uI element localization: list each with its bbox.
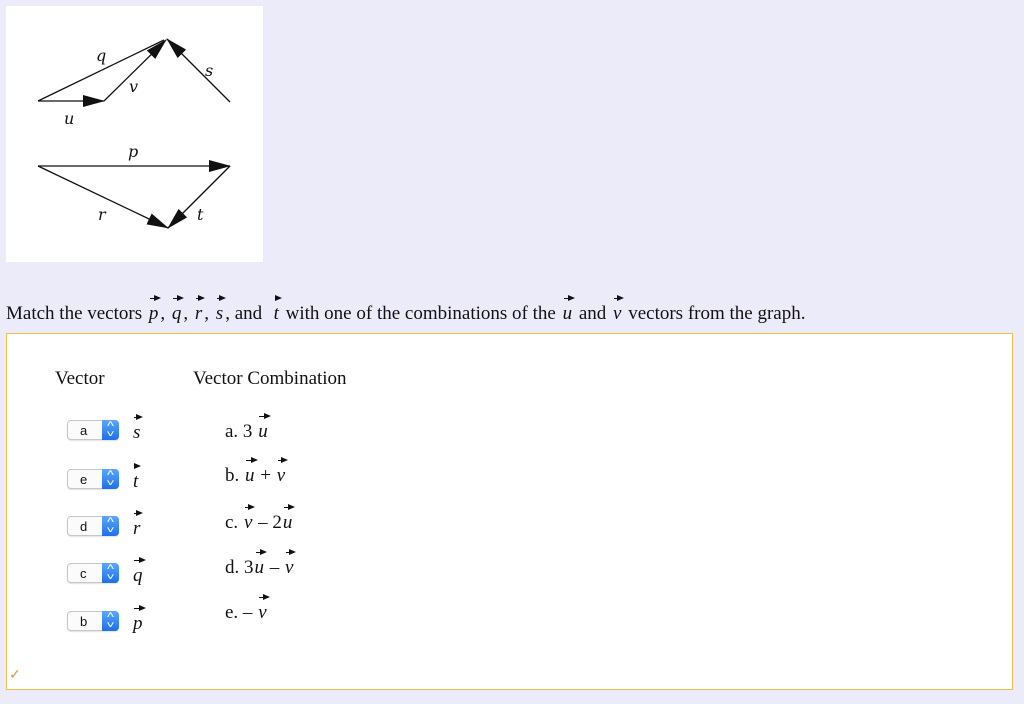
combination-prefix: a. 3: [225, 421, 253, 442]
vector-symbol-u: u: [563, 300, 573, 323]
select-value: e: [80, 472, 88, 487]
answer-select-p[interactable]: [67, 611, 119, 631]
question-middle: with one of the combinations of the: [285, 303, 556, 324]
combination-operator: – 2: [258, 512, 282, 533]
combination-vector: u: [258, 418, 268, 441]
select-chevron-icon: ˄ ˅: [102, 469, 119, 489]
select-value: b: [80, 614, 88, 629]
combination-vector: v: [258, 599, 266, 622]
combination-vector: u: [245, 462, 255, 485]
combination-prefix: d. 3: [225, 557, 254, 578]
vector-symbol-t: t: [274, 300, 279, 323]
label-t: t: [197, 205, 204, 224]
label-r: r: [98, 205, 106, 224]
select-chevron-icon: ˄ ˅: [102, 563, 119, 583]
label-p: p: [128, 142, 139, 161]
combination-vector: v: [277, 462, 285, 485]
header-vector: Vector: [55, 368, 105, 389]
label-v: v: [129, 77, 139, 96]
row-vector: p: [133, 610, 143, 633]
row-vector: r: [133, 515, 140, 538]
combination-prefix: e. –: [225, 602, 253, 623]
question-suffix: vectors from the graph.: [628, 303, 806, 324]
select-chevron-icon: ˄ ˅: [102, 420, 119, 440]
select-chevron-icon: ˄ ˅: [102, 611, 119, 631]
label-u: u: [64, 109, 75, 128]
label-s: s: [205, 61, 214, 80]
match-row: [67, 562, 143, 584]
header-vector-combination: Vector Combination: [193, 368, 347, 389]
question-prefix: Match the vectors: [6, 303, 143, 324]
vector-symbol-r: r: [195, 300, 202, 323]
question-and: , and: [225, 303, 263, 324]
match-row: [67, 468, 138, 490]
combination-b: [225, 462, 286, 487]
question-text: Match the vectors p , q , r , s , and t with one of the combinations of the u and v vectors from the graph.: [6, 300, 1016, 327]
combination-a: [225, 418, 269, 443]
row-vector: t: [133, 468, 138, 491]
vector-graph: [6, 6, 263, 262]
select-value: a: [80, 423, 88, 438]
combination-d: [225, 554, 294, 579]
combination-vector: u: [255, 554, 265, 577]
combination-vector: u: [283, 509, 293, 532]
combination-prefix: b.: [225, 465, 240, 486]
answer-select-t[interactable]: [67, 469, 119, 489]
combination-e: [225, 599, 268, 624]
answer-select-s[interactable]: [67, 420, 119, 440]
answer-select-q[interactable]: [67, 563, 119, 583]
checkmark-icon: ✓: [9, 667, 21, 683]
combination-c: [225, 509, 293, 534]
combination-operator: –: [269, 557, 280, 578]
label-q: q: [96, 46, 107, 65]
answer-select-r[interactable]: [67, 516, 119, 536]
combination-vector: v: [244, 509, 252, 532]
answer-box: [6, 333, 1013, 690]
row-vector: s: [133, 419, 140, 442]
row-vector: q: [133, 562, 143, 585]
combination-prefix: c.: [225, 512, 239, 533]
select-value: c: [80, 566, 87, 581]
select-value: d: [80, 519, 88, 534]
vector-symbol-s: s: [216, 300, 223, 323]
vector-symbol-p: p: [149, 300, 159, 323]
combination-operator: +: [260, 465, 271, 486]
vector-symbol-q: q: [172, 300, 182, 323]
match-row: [67, 610, 143, 632]
select-chevron-icon: ˄ ˅: [102, 516, 119, 536]
vector-diagram: [6, 6, 263, 262]
vector-s: [167, 39, 230, 102]
vector-symbol-v: v: [613, 300, 621, 323]
question-and-2: and: [578, 303, 607, 324]
combination-vector: v: [285, 554, 293, 577]
match-row: [67, 515, 140, 537]
match-row: [67, 419, 140, 441]
